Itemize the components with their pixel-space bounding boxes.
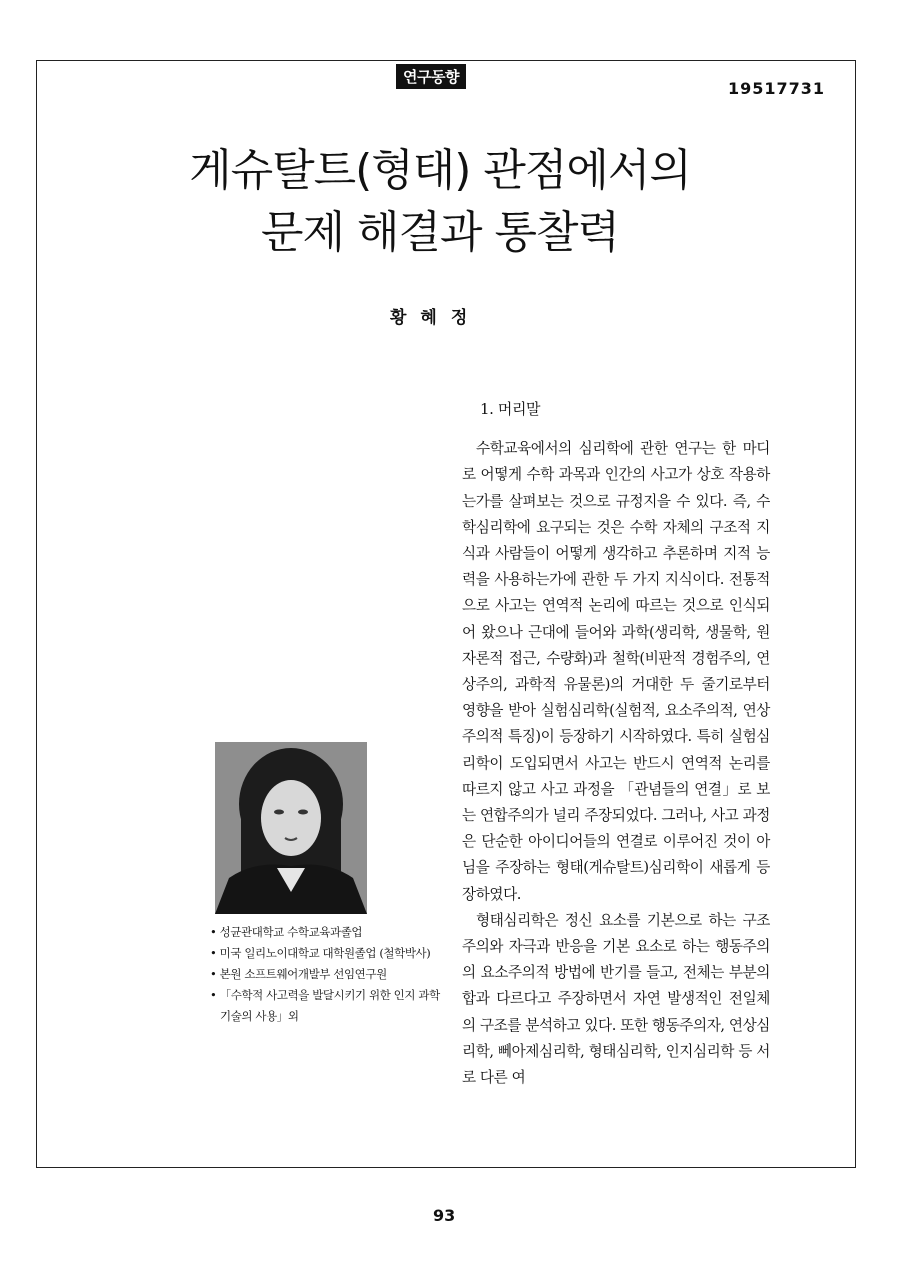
author-photo: [215, 742, 367, 914]
paragraph: 형태심리학은 정신 요소를 기본으로 하는 구조주의와 자극과 반응을 기본 요소로 하는 행동주의의 요소주의적 방법에 반기를 들고, 전체는 부분의 합과 다르다고 주장하면서 자연 발생적인 전일체의 구조를 분석하고 있다. 또한 행동주의자, 연상심리학, 뻬아제심리학, 형태심리학, 인지심리학 등 서로 다른 여: [462, 911, 770, 1087]
section-heading: 1. 머리말: [480, 400, 541, 418]
bio-item: • 본원 소프트웨어개발부 선임연구원: [206, 964, 446, 985]
document-id: 19517731: [728, 79, 826, 98]
author-photo-graphic: [215, 742, 367, 914]
author-name: 황혜정: [390, 308, 482, 328]
page-number: 93: [433, 1206, 456, 1225]
paragraph: 수학교육에서의 심리학에 관한 연구는 한 마디로 어떻게 수학 과목과 인간의 사고가 상호 작용하는가를 살펴보는 것으로 규정지을 수 있다. 즉, 수학심리학에 요구되는 것은 수학 자체의 구조적 지식과 사람들이 어떻게 생각하고 추론하며 지적 능력을 사용하는가에 관한 두 가지 지식이다. 전통적으로 사고는 연역적 논리에 따르는 것으로 인식되어 왔으나 근대에 들어와 과학(생리학, 생물학, 원자론적 접근, 수량화)과 철학(비판적 경험주의, 연상주의, 과학적 유물론)의 거대한 두 줄기로부터 영향을 받아 실험심리학(실험적, 요소주의적, 연상주의적 특징)이 등장하기 시작하였다. 특히 실험심리학이 도입되면서 사고는 반드시 연역적 논리를 따르지 않고 사고 과정을 「관념들의 연결」로 보는 연합주의가 널리 주장되었다. 그러나, 사고 과정은 단순한 아이디어들의 연결로 이루어진 것이 아님을 주장하는 형태(게슈탈트)심리학이 새롭게 등장하였다.: [462, 440, 770, 903]
bio-item: • 미국 일리노이대학교 대학원졸업 (철학박사): [206, 943, 446, 964]
title-line-1: 게슈탈트(형태) 관점에서의: [189, 145, 691, 196]
bio-item: • 성균관대학교 수학교육과졸업: [206, 922, 446, 943]
title-line-2: 문제 해결과 통찰력: [260, 207, 619, 258]
section-tag: 연구동향: [396, 64, 466, 89]
bio-item: • 「수학적 사고력을 발달시키기 위한 인지 과학기술의 사용」외: [206, 985, 446, 1027]
body-column: [462, 396, 770, 1091]
author-bio-list: [206, 922, 446, 1027]
article-title: [130, 140, 750, 264]
